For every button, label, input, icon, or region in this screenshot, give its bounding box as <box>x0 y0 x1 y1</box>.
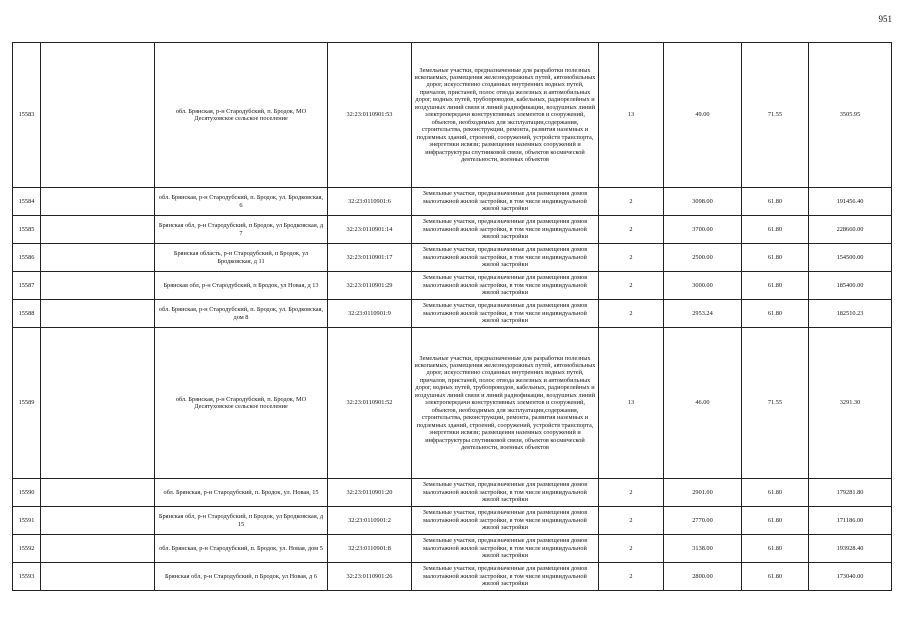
empty-cell <box>41 507 155 535</box>
cadastral-number-cell: 32:23:0110901:52 <box>328 328 412 479</box>
address-cell: обл. Брянская, р-н Стародубский, п. Бродок, ул. Бродковская, дом 8 <box>155 300 328 328</box>
row-number: 15584 <box>13 188 41 216</box>
area-cell: 3700.00 <box>664 216 742 244</box>
rate-cell: 61.80 <box>742 244 809 272</box>
land-use-cell: Земельные участки, предназначенные для размещения домов малоэтажной жилой застройки, в том числе индивидуальной жилой застройки <box>412 300 599 328</box>
address-cell: Брянская обл, р-н Стародубский, п Бродок, ул Новая, д 13 <box>155 272 328 300</box>
cadastral-value-table <box>12 42 892 591</box>
cadastral-value-cell: 173040.00 <box>809 563 892 591</box>
cadastral-value-cell: 191456.40 <box>809 188 892 216</box>
area-cell: 2800.00 <box>664 563 742 591</box>
cadastral-number-cell: 32:23:0110901:6 <box>328 188 412 216</box>
row-number: 15586 <box>13 244 41 272</box>
empty-cell <box>41 479 155 507</box>
group-cell: 2 <box>599 507 664 535</box>
row-number: 15593 <box>13 563 41 591</box>
land-use-cell: Земельные участки, предназначенные для разработки полезных ископаемых, размещения железнодорожных путей, автомобильных дорог, искусственно созданных внутренних водных путей, причалов, пристаней, полос отвода железных и автомобильных дорог, водных путей, трубопроводов, кабельных, радиорелейных и воздушных линий связи и линий радиофикации, воздушных линий электропередачи конструктивных элементов и сооружений, объектов, необходимых для эксплуатации,содержания, строительства, реконструкции, ремонта, развития наземных и подземных зданий, строений, сооружений, устройств транспорта, энергетики исвязи; размещения наземных сооружений и инфраструктуры спутниковой связи, объектов космической деятельности, военных объектов <box>412 43 599 188</box>
row-number: 15587 <box>13 272 41 300</box>
area-cell: 3138.00 <box>664 535 742 563</box>
table-row <box>13 216 892 244</box>
cadastral-value-cell: 228660.00 <box>809 216 892 244</box>
cadastral-number-cell: 32:23:0110901:17 <box>328 244 412 272</box>
empty-cell <box>41 43 155 188</box>
rate-cell: 61.80 <box>742 188 809 216</box>
cadastral-number-cell: 32:23:0110901:53 <box>328 43 412 188</box>
group-cell: 2 <box>599 272 664 300</box>
page-number: 951 <box>878 14 892 24</box>
empty-cell <box>41 188 155 216</box>
cadastral-number-cell: 32:23:0110901:26 <box>328 563 412 591</box>
empty-cell <box>41 535 155 563</box>
area-cell: 2953.24 <box>664 300 742 328</box>
group-cell: 2 <box>599 244 664 272</box>
area-cell: 3000.00 <box>664 272 742 300</box>
row-number: 15588 <box>13 300 41 328</box>
rate-cell: 61.80 <box>742 300 809 328</box>
cadastral-number-cell: 32:23:0110901:9 <box>328 300 412 328</box>
table-row <box>13 479 892 507</box>
area-cell: 3098.00 <box>664 188 742 216</box>
area-cell: 2770.00 <box>664 507 742 535</box>
group-cell: 2 <box>599 300 664 328</box>
table-row <box>13 507 892 535</box>
rate-cell: 61.80 <box>742 216 809 244</box>
cadastral-value-cell: 171186.00 <box>809 507 892 535</box>
rate-cell: 61.80 <box>742 507 809 535</box>
cadastral-value-cell: 185400.00 <box>809 272 892 300</box>
land-use-cell: Земельные участки, предназначенные для размещения домов малоэтажной жилой застройки, в том числе индивидуальной жилой застройки <box>412 563 599 591</box>
table-row <box>13 244 892 272</box>
land-use-cell: Земельные участки, предназначенные для размещения домов малоэтажной жилой застройки, в том числе индивидуальной жилой застройки <box>412 188 599 216</box>
land-use-cell: Земельные участки, предназначенные для размещения домов малоэтажной жилой застройки, в том числе индивидуальной жилой застройки <box>412 216 599 244</box>
rate-cell: 61.80 <box>742 272 809 300</box>
row-number: 15589 <box>13 328 41 479</box>
address-cell: Брянская область, р-н Стародубский, п Бродок, ул Бродковская, д 11 <box>155 244 328 272</box>
group-cell: 2 <box>599 479 664 507</box>
area-cell: 49.00 <box>664 43 742 188</box>
address-cell: обл. Брянская, р-н Стародубский, п. Бродок, ул. Бродковская, 6 <box>155 188 328 216</box>
table-row <box>13 272 892 300</box>
land-use-cell: Земельные участки, предназначенные для размещения домов малоэтажной жилой застройки, в том числе индивидуальной жилой застройки <box>412 244 599 272</box>
land-use-cell: Земельные участки, предназначенные для размещения домов малоэтажной жилой застройки, в том числе индивидуальной жилой застройки <box>412 535 599 563</box>
land-use-cell: Земельные участки, предназначенные для размещения домов малоэтажной жилой застройки, в том числе индивидуальной жилой застройки <box>412 272 599 300</box>
table-row <box>13 188 892 216</box>
land-use-cell: Земельные участки, предназначенные для разработки полезных ископаемых, размещения железнодорожных путей, автомобильных дорог, искусственно созданных внутренних водных путей, причалов, пристаней, полос отвода железных и автомобильных дорог, водных путей, трубопроводов, кабельных, радиорелейных и воздушных линий связи и линий радиофикации, воздушных линий электропередачи конструктивных элементов и сооружений, объектов, необходимых для эксплуатации,содержания, строительства, реконструкции, ремонта, развития наземных и подземных зданий, строений, сооружений, устройств транспорта, энергетики исвязи; размещения наземных сооружений и инфраструктуры спутниковой связи, объектов космической деятельности, военных объектов <box>412 328 599 479</box>
cadastral-number-cell: 32:23:0110901:20 <box>328 479 412 507</box>
cadastral-value-cell: 3291.30 <box>809 328 892 479</box>
row-number: 15591 <box>13 507 41 535</box>
land-use-cell: Земельные участки, предназначенные для размещения домов малоэтажной жилой застройки, в том числе индивидуальной жилой застройки <box>412 479 599 507</box>
rate-cell: 71.55 <box>742 328 809 479</box>
cadastral-value-cell: 182510.23 <box>809 300 892 328</box>
table-row <box>13 328 892 479</box>
empty-cell <box>41 300 155 328</box>
cadastral-number-cell: 32:23:0110901:29 <box>328 272 412 300</box>
empty-cell <box>41 272 155 300</box>
cadastral-value-cell: 3505.95 <box>809 43 892 188</box>
row-number: 15583 <box>13 43 41 188</box>
group-cell: 13 <box>599 328 664 479</box>
row-number: 15592 <box>13 535 41 563</box>
empty-cell <box>41 244 155 272</box>
address-cell: Брянская обл, р-н Стародубский, п Бродок, ул Бродковская, д 7 <box>155 216 328 244</box>
address-cell: Брянская обл, р-н Стародубский, п Бродок, ул Бродковская, д 15 <box>155 507 328 535</box>
land-use-cell: Земельные участки, предназначенные для размещения домов малоэтажной жилой застройки, в том числе индивидуальной жилой застройки <box>412 507 599 535</box>
area-cell: 2500.00 <box>664 244 742 272</box>
row-number: 15585 <box>13 216 41 244</box>
cadastral-number-cell: 32:23:0110901:14 <box>328 216 412 244</box>
address-cell: обл. Брянская, р-н Стародубский, п. Бродок, МО Десятуховское сельское поселение <box>155 43 328 188</box>
cadastral-number-cell: 32:23:0110901:8 <box>328 535 412 563</box>
cadastral-value-cell: 154500.00 <box>809 244 892 272</box>
address-cell: обл. Брянская, р-н Стародубский, п. Бродок, ул. Новая, 15 <box>155 479 328 507</box>
group-cell: 2 <box>599 216 664 244</box>
address-cell: обл. Брянская, р-н Стародубский, п. Бродок, ул. Новая, дом 5 <box>155 535 328 563</box>
rate-cell: 61.80 <box>742 535 809 563</box>
group-cell: 2 <box>599 535 664 563</box>
address-cell: обл. Брянская, р-н Стародубский, п. Бродок, МО Десятуховское сельское поселение <box>155 328 328 479</box>
rate-cell: 61.80 <box>742 563 809 591</box>
cadastral-value-cell: 193928.40 <box>809 535 892 563</box>
table-row <box>13 535 892 563</box>
rate-cell: 71.55 <box>742 43 809 188</box>
cadastral-number-cell: 32:23:0110901:2 <box>328 507 412 535</box>
table-body <box>13 43 892 591</box>
group-cell: 13 <box>599 43 664 188</box>
group-cell: 2 <box>599 563 664 591</box>
table-row <box>13 300 892 328</box>
empty-cell <box>41 216 155 244</box>
cadastral-value-cell: 179281.80 <box>809 479 892 507</box>
row-number: 15590 <box>13 479 41 507</box>
area-cell: 2901.00 <box>664 479 742 507</box>
table-row <box>13 563 892 591</box>
table-row <box>13 43 892 188</box>
rate-cell: 61.80 <box>742 479 809 507</box>
address-cell: Брянская обл, р-н Стародубский, п Бродок, ул Новая, д 6 <box>155 563 328 591</box>
area-cell: 46.00 <box>664 328 742 479</box>
empty-cell <box>41 328 155 479</box>
group-cell: 2 <box>599 188 664 216</box>
empty-cell <box>41 563 155 591</box>
